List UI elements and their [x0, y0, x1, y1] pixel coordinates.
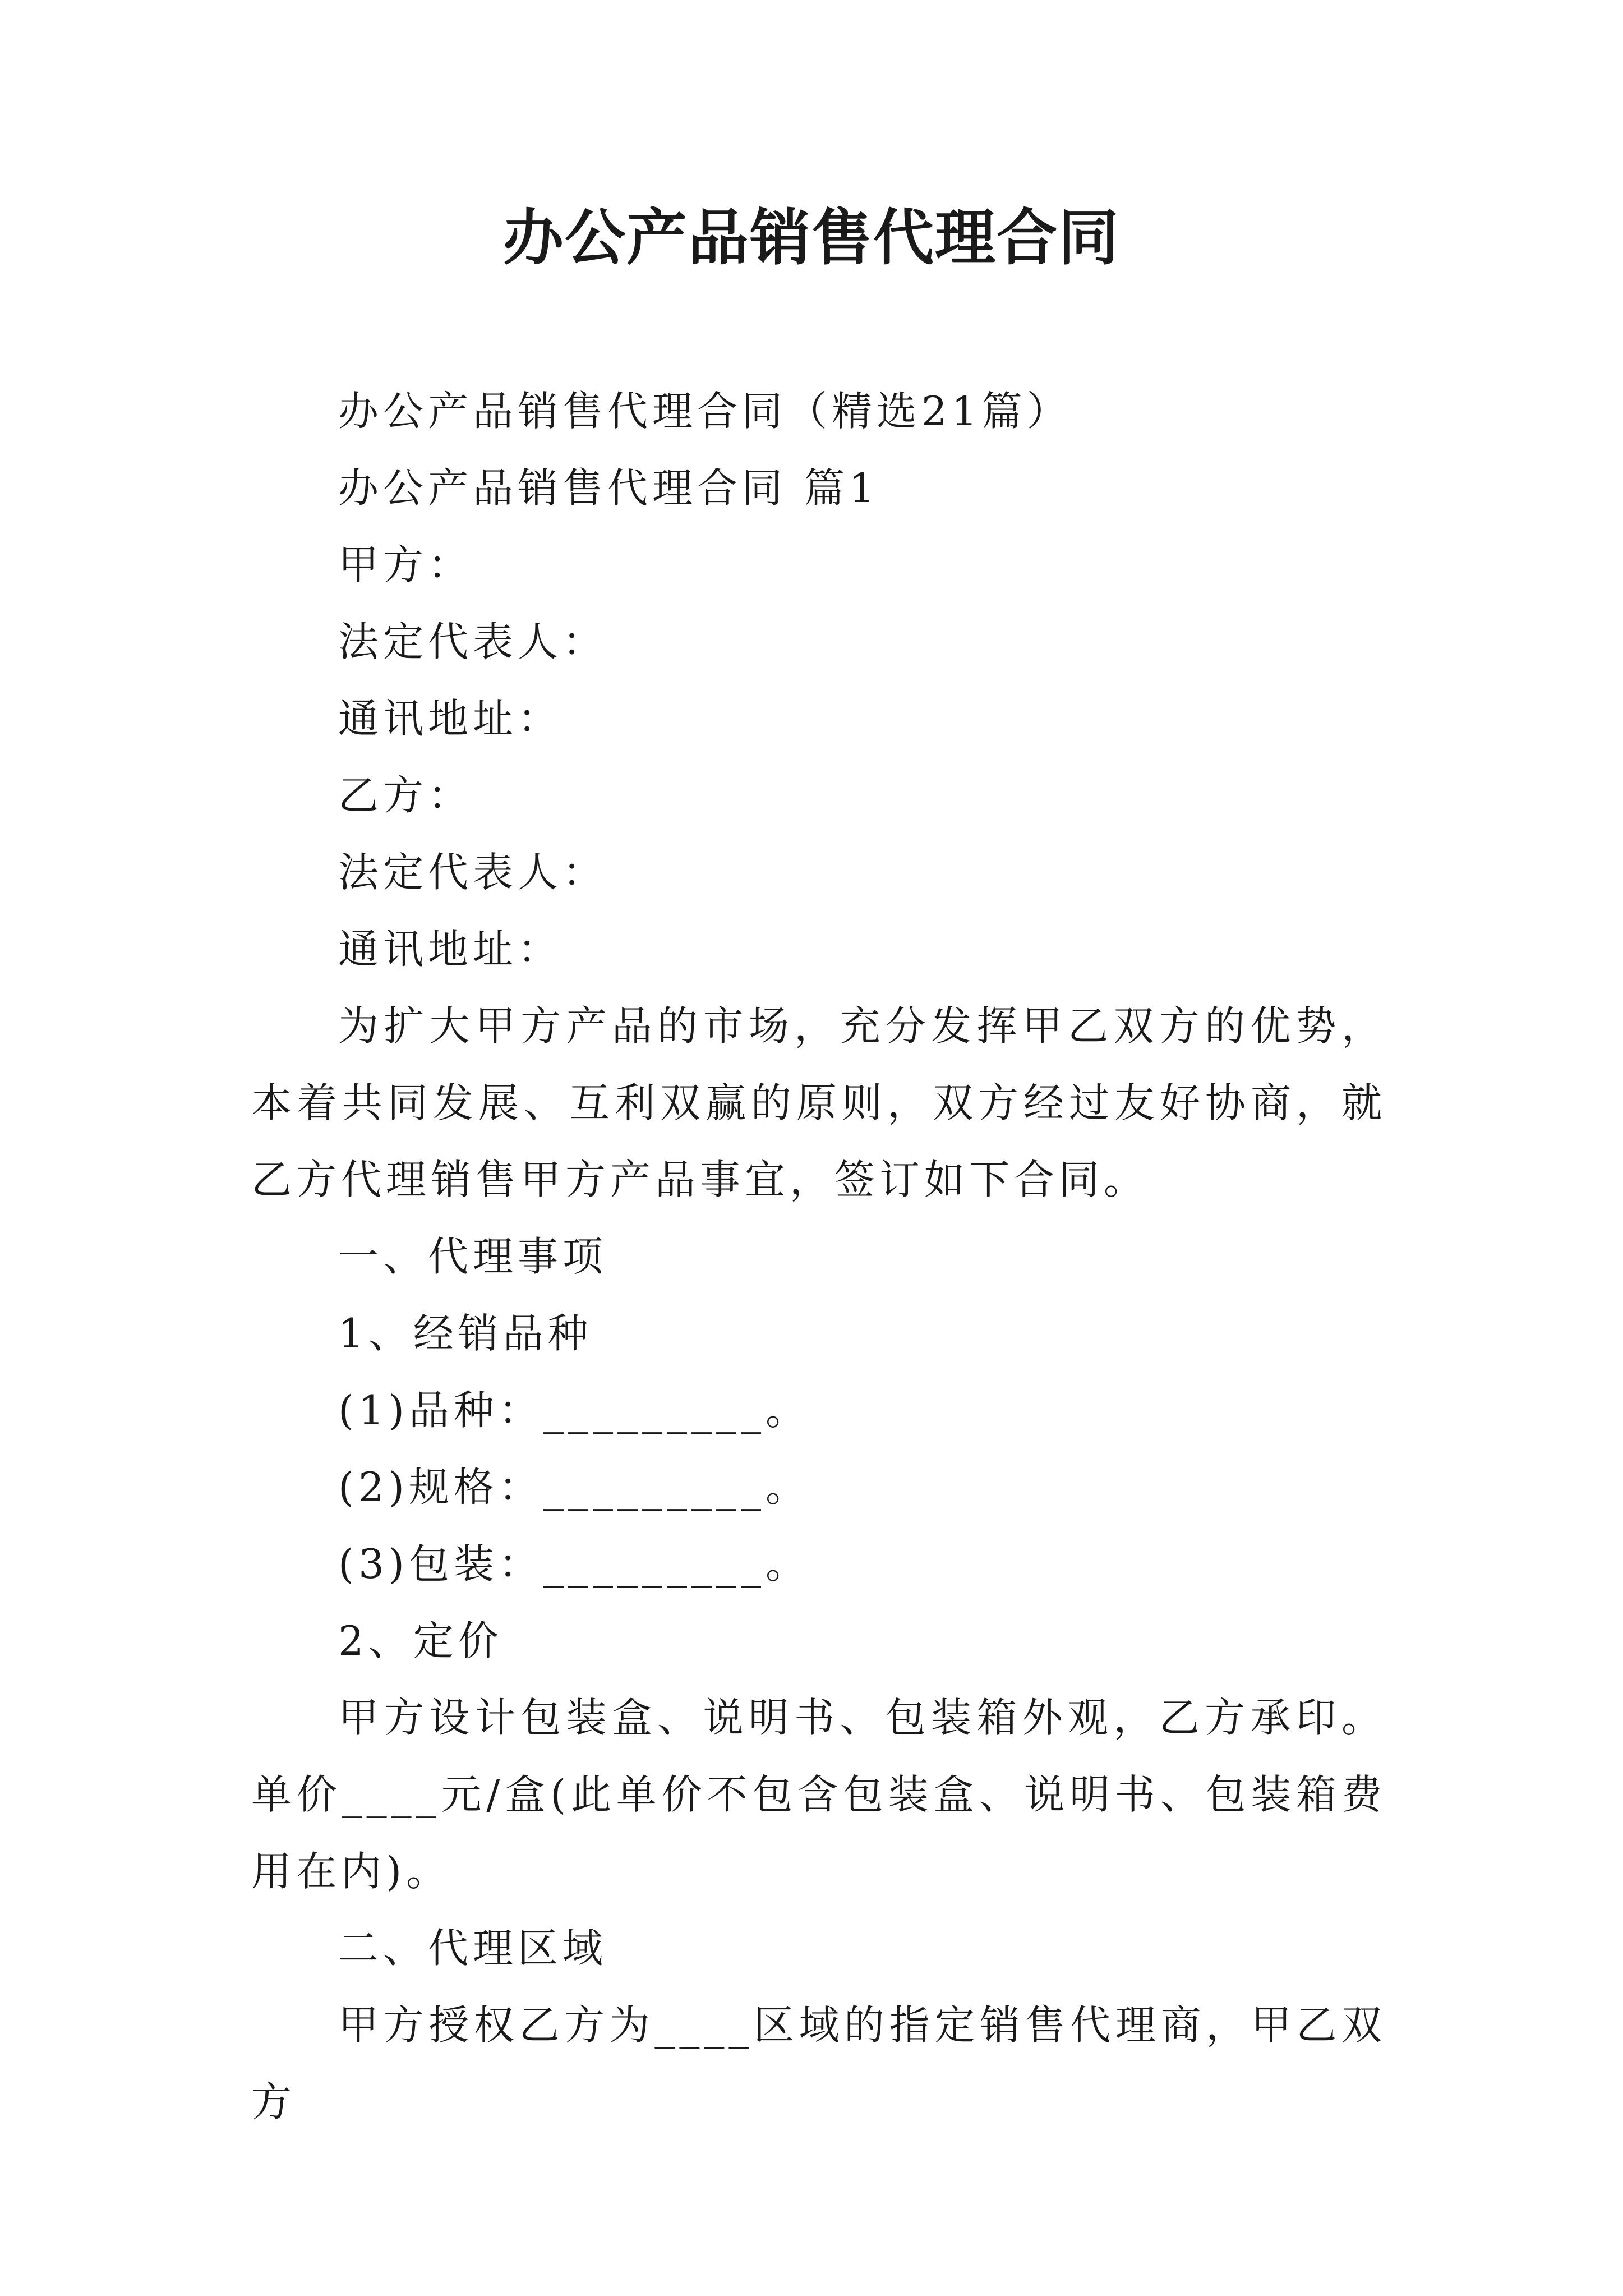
subsection-heading: 2、定价 [338, 1617, 503, 1664]
paragraph: 通讯地址： [338, 926, 563, 973]
paragraph: 为扩大甲方产品的市场，充分发挥甲乙双方的优势，本着共同发展、互利双赢的原则，双方经过友好协商，就乙方代理销售甲方产品事宜，签订如下合同。 [251, 1002, 1386, 1203]
paragraph: (2)规格：_________。 [338, 1464, 810, 1511]
paragraph: 办公产品销售代理合同（精选21篇） [338, 388, 1072, 435]
document-body [251, 373, 1386, 2141]
paragraph: 法定代表人： [338, 618, 608, 665]
paragraph: 办公产品销售代理合同 篇1 [338, 464, 879, 512]
paragraph: 甲方授权乙方为____区域的指定销售代理商，甲乙双方 [251, 2001, 1386, 2125]
document-title: 办公产品销售代理合同 [502, 203, 1120, 273]
paragraph: 甲方设计包装盒、说明书、包装箱外观，乙方承印。单价____元/盒(此单价不包含包装盒、说明书、包装箱费用在内)。 [251, 1694, 1386, 1895]
paragraph: 乙方： [338, 772, 473, 819]
paragraph: 甲方： [338, 541, 473, 588]
paragraph: 通讯地址： [338, 695, 563, 742]
subsection-heading: 1、经销品种 [338, 1310, 593, 1357]
section-heading: 二、代理区域 [338, 1925, 608, 1972]
paragraph: 法定代表人： [338, 849, 608, 896]
paragraph: (3)包装：_________。 [338, 1540, 810, 1588]
paragraph: (1)品种：_________。 [338, 1387, 810, 1434]
section-heading: 一、代理事项 [338, 1233, 608, 1280]
